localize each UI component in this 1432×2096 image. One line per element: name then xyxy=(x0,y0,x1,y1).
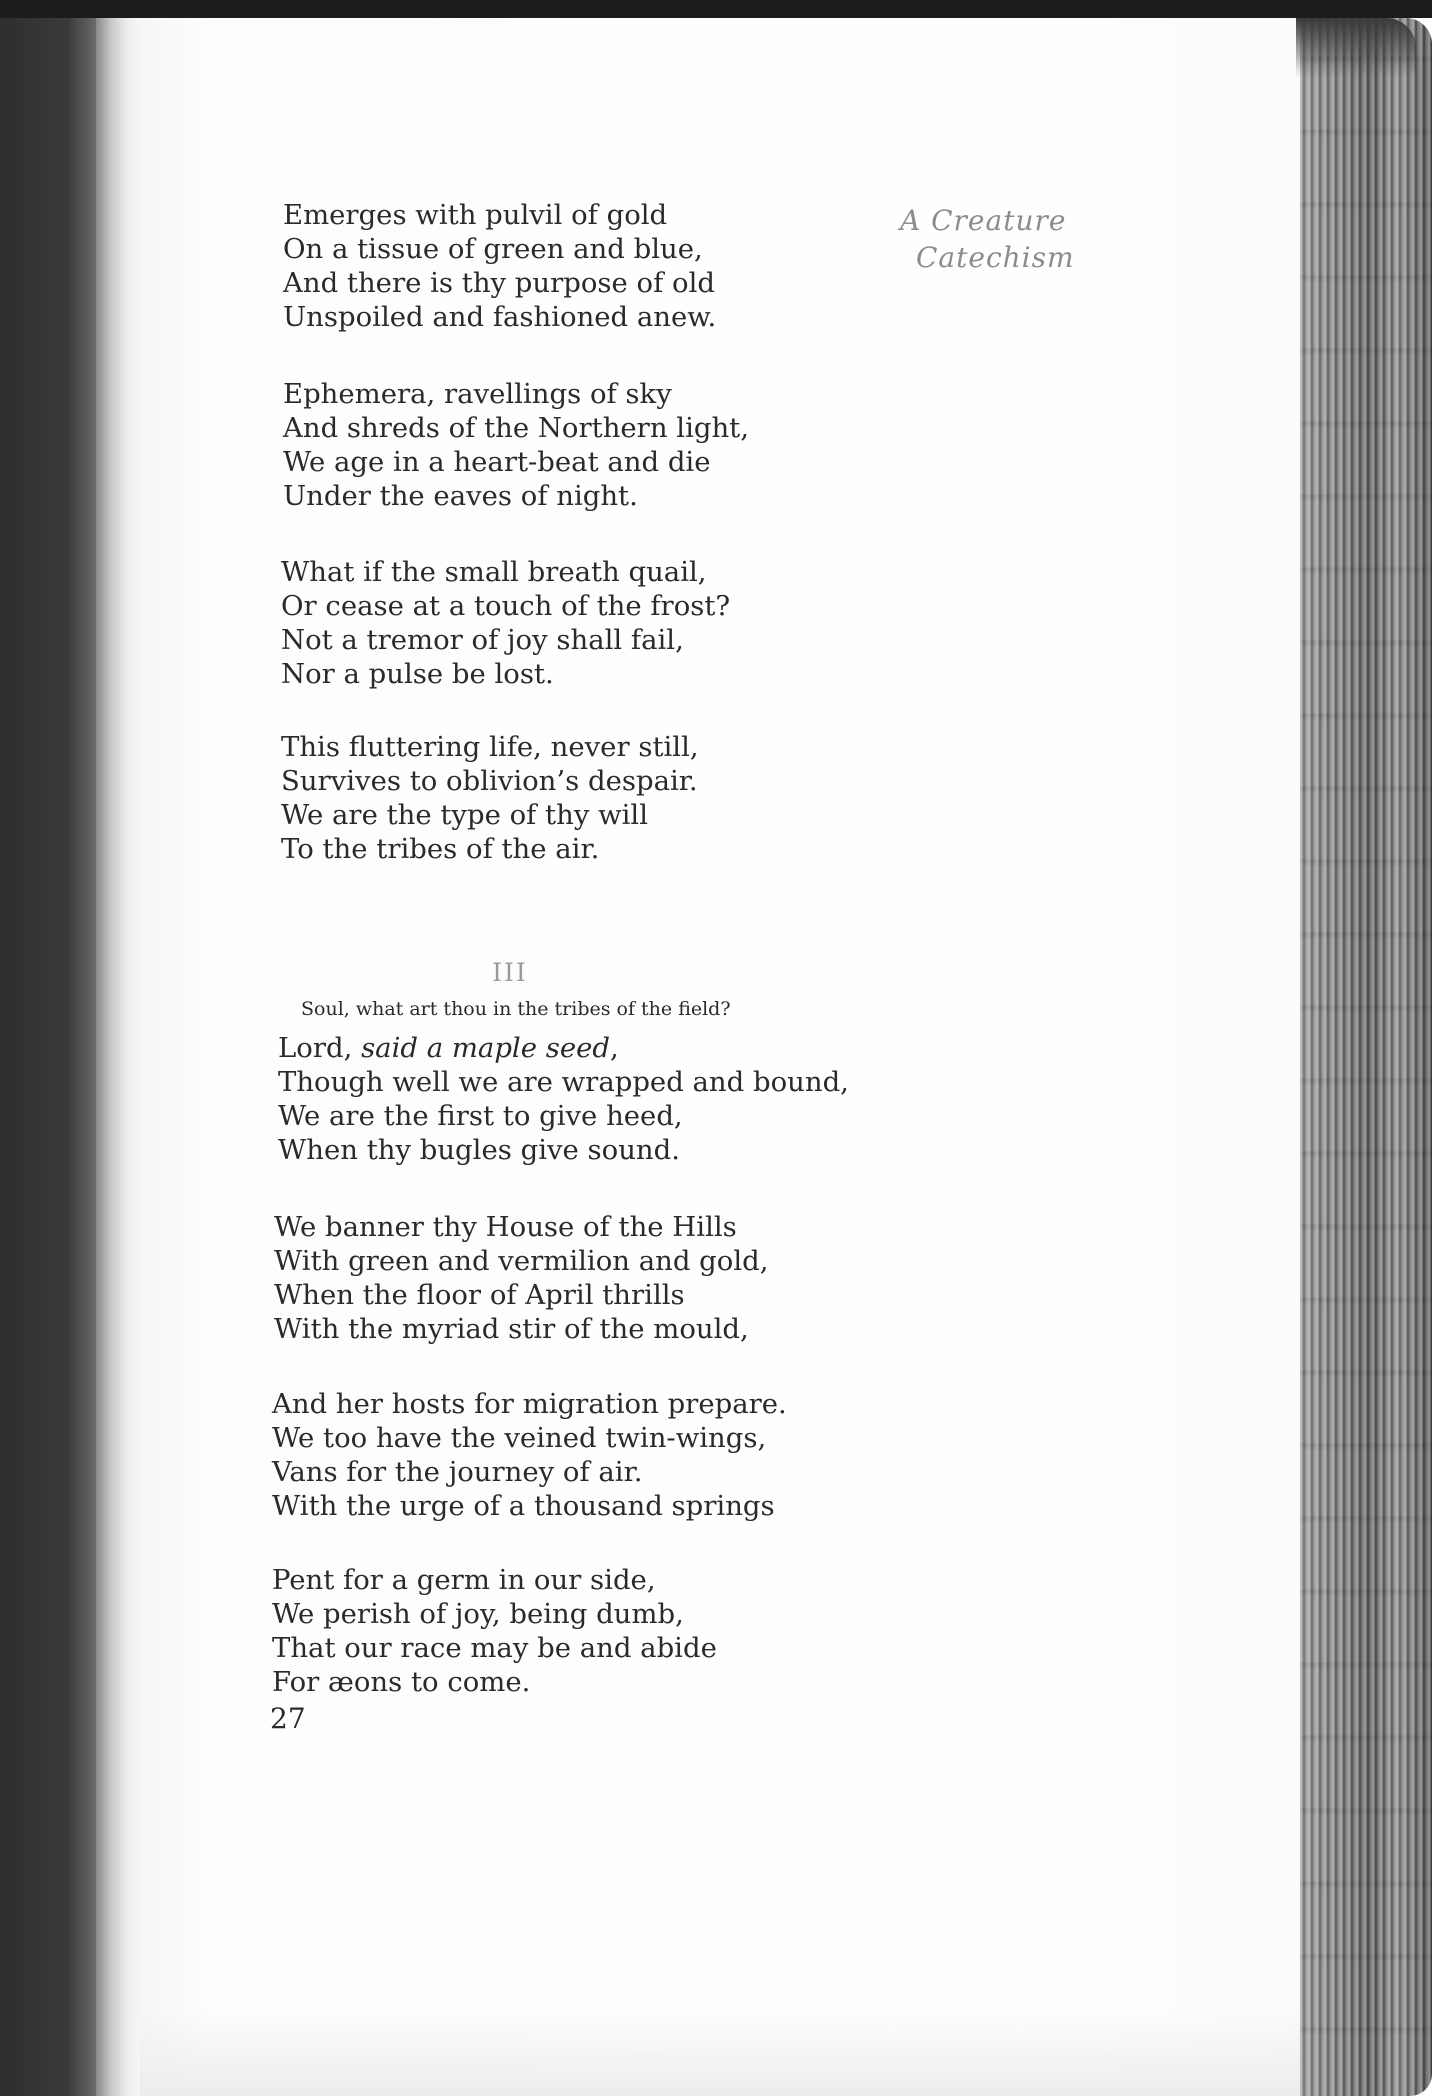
left-page-edge xyxy=(96,18,140,2096)
poem-line: This fluttering life, never still, xyxy=(281,731,699,763)
poem-line: We are the type of thy will xyxy=(281,799,649,831)
poem-stanza xyxy=(283,198,716,334)
poem-line: What if the small breath quail, xyxy=(281,556,707,588)
poem-line: When the floor of April thrills xyxy=(274,1279,685,1311)
poem-stanza xyxy=(278,1031,849,1167)
fore-edge-shadow xyxy=(1296,18,1416,78)
poem-stanza xyxy=(281,730,699,866)
page-bottom-shadow xyxy=(140,2010,1300,2096)
poem-line: On a tissue of green and blue, xyxy=(283,233,703,265)
poem-line: With the myriad stir of the mould, xyxy=(274,1313,749,1345)
poem-line: When thy bugles give sound. xyxy=(278,1134,680,1166)
poem-stanza xyxy=(274,1210,768,1346)
poem-line: And there is thy purpose of old xyxy=(283,267,715,299)
poem-line: And her hosts for migration prepare. xyxy=(272,1388,787,1420)
poem-line: Pent for a germ in our side, xyxy=(272,1564,656,1596)
italic-phrase: said a maple seed xyxy=(361,1032,610,1064)
section-question: Soul, what art thou in the tribes of the field? xyxy=(301,998,731,1020)
page-number: 27 xyxy=(270,1702,306,1735)
poem-line: Though well we are wrapped and bound, xyxy=(278,1066,849,1098)
poem-line xyxy=(278,1031,849,1065)
running-title-line-1: A Creature xyxy=(900,204,1067,237)
poem-stanza xyxy=(283,377,749,513)
poem-line: Vans for the journey of air. xyxy=(272,1456,643,1488)
poem-stanza xyxy=(272,1387,787,1523)
poem-line: We too have the veined twin-wings, xyxy=(272,1422,767,1454)
scan-top-border xyxy=(0,0,1432,18)
poem-line: With green and vermilion and gold, xyxy=(274,1245,769,1277)
poem-line: And shreds of the Northern light, xyxy=(283,412,749,444)
line-prefix: Lord, xyxy=(278,1032,362,1064)
poem-line: Nor a pulse be lost. xyxy=(281,658,554,690)
poem-line: That our race may be and abide xyxy=(272,1632,717,1664)
poem-line: Under the eaves of night. xyxy=(283,480,638,512)
poem-line: Not a tremor of joy shall fail, xyxy=(281,624,684,656)
poem-line: Or cease at a touch of the frost? xyxy=(281,590,731,622)
poem-line: To the tribes of the air. xyxy=(281,833,600,865)
line-suffix: , xyxy=(610,1032,619,1064)
left-page-gutter xyxy=(0,18,96,2096)
poem-line: Survives to oblivion’s despair. xyxy=(281,765,698,797)
running-title-line-2: Catechism xyxy=(916,241,1075,274)
book-fore-edge xyxy=(1300,18,1432,2096)
running-title xyxy=(900,202,1140,276)
poem-line: With the urge of a thousand springs xyxy=(272,1490,775,1522)
poem-line: We age in a heart-beat and die xyxy=(283,446,711,478)
section-numeral: III xyxy=(492,958,528,987)
poem-stanza xyxy=(281,555,730,691)
poem-line: Ephemera, ravellings of sky xyxy=(283,378,672,410)
poem-line: We perish of joy, being dumb, xyxy=(272,1598,684,1630)
poem-line: For æons to come. xyxy=(272,1666,531,1698)
poem-line: Unspoiled and fashioned anew. xyxy=(283,301,717,333)
poem-stanza xyxy=(272,1563,717,1699)
poem-line: We are the first to give heed, xyxy=(278,1100,683,1132)
poem-line: Emerges with pulvil of gold xyxy=(283,199,668,231)
poem-line: We banner thy House of the Hills xyxy=(274,1211,737,1243)
